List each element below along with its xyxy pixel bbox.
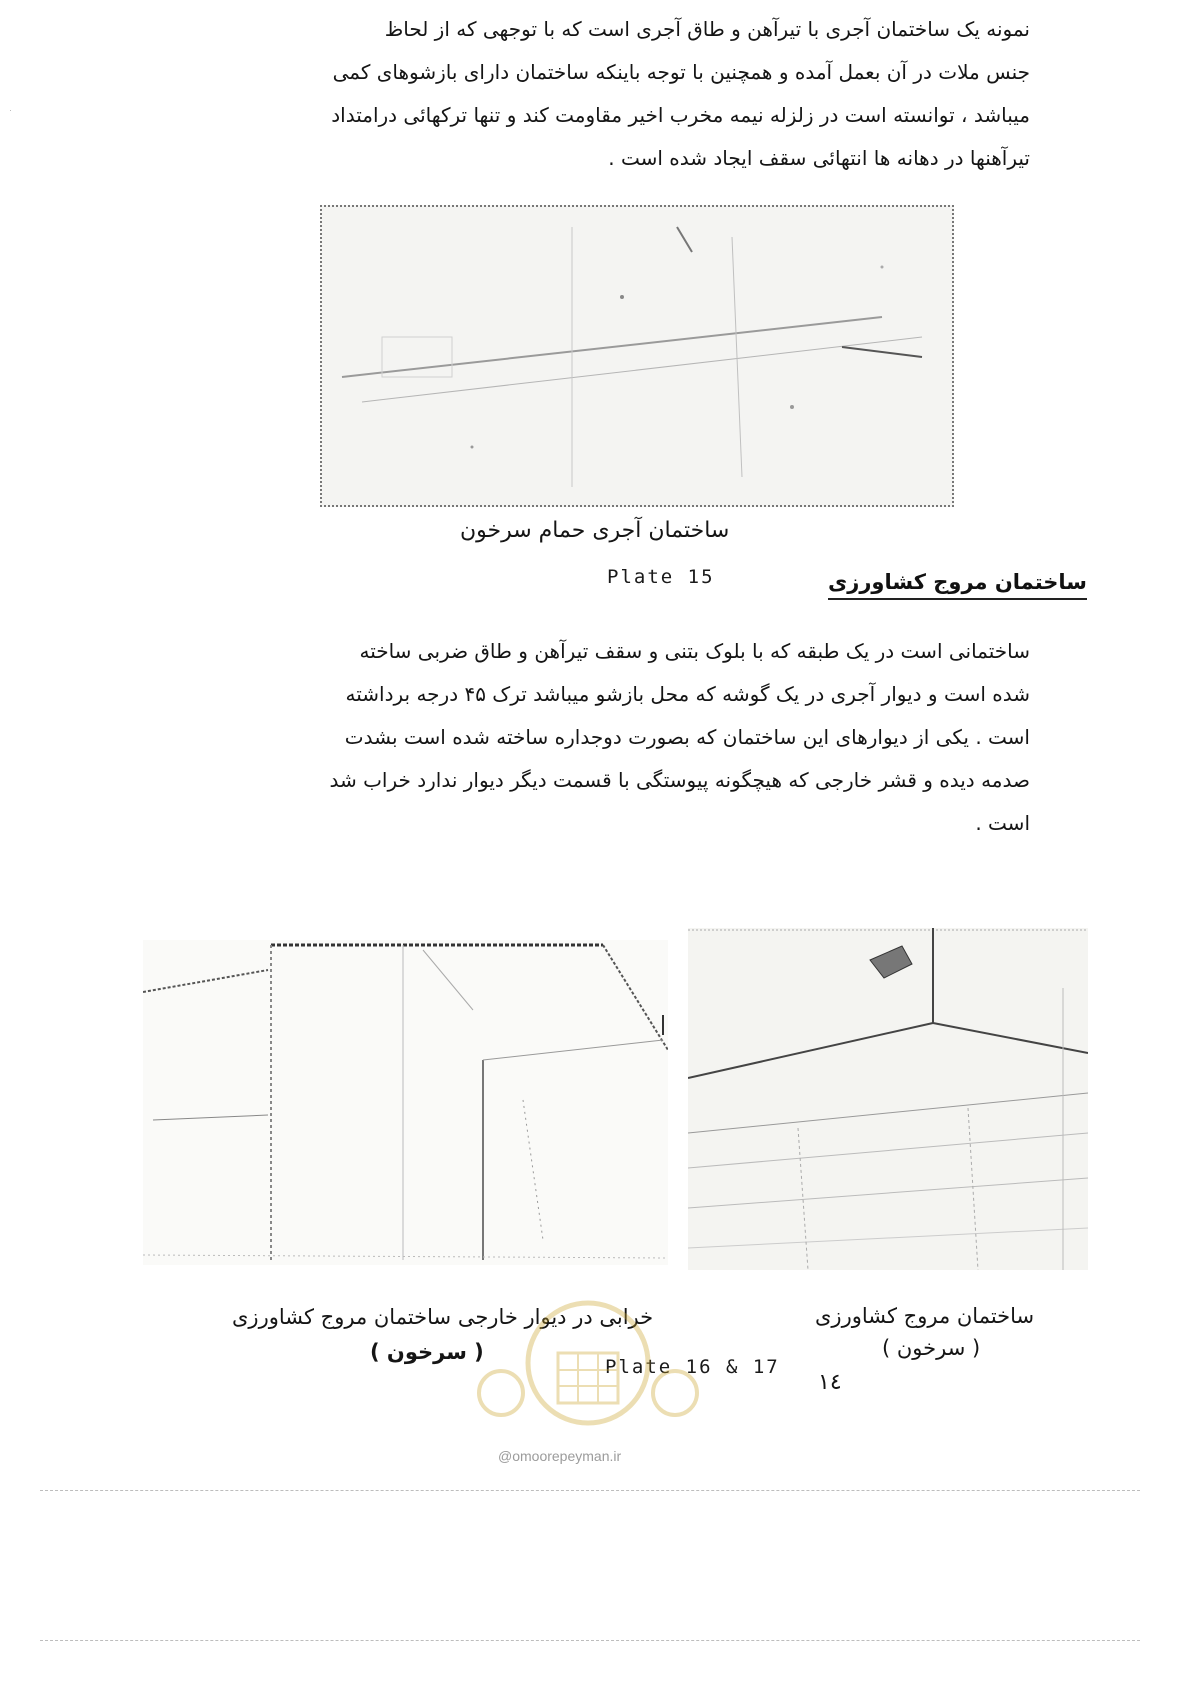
body-line-4: صدمه دیده و قشر خارجی که هیچگونه پیوستگی با قسمت دیگر دیوار ندارد خراب شد — [329, 768, 1030, 792]
plate16-caption-line1: خرابی در دیوار خارجی ساختمان مروج کشاورزی — [232, 1305, 654, 1329]
body-line-5: است . — [975, 811, 1030, 835]
section-heading: ساختمان مروج کشاورزی — [828, 570, 1087, 600]
intro-line-3: میباشد ، توانسته است در زلزله نیمه مخرب اخیر مقاومت کند و تنها ترکهائی درامتداد — [331, 103, 1030, 127]
intro-line-2: جنس ملات در آن بعمل آمده و همچنین با توجه باینکه ساختمان دارای بازشوهای کمی — [332, 60, 1030, 84]
plate16-17-label: Plate 16 & 17 — [605, 1356, 780, 1378]
scan-rule-1 — [40, 1490, 1140, 1491]
body-line-3: است . یکی از دیوارهای این ساختمان که بصورت دوجداره ساخته شده است بشدت — [344, 725, 1030, 749]
body-paragraph — [222, 630, 1030, 845]
plate15-photo-sketch — [322, 207, 952, 505]
plate17-photo-sketch — [688, 928, 1088, 1270]
intro-paragraph — [222, 8, 1030, 180]
margin-mark-left — [10, 110, 11, 111]
plate17-caption-line2: ( سرخون ) — [882, 1336, 981, 1360]
intro-line-4: تیرآهنها در دهانه ها انتهائی سقف ایجاد شده است . — [608, 146, 1030, 170]
body-line-2: شده است و دیوار آجری در یک گوشه که محل بازشو میباشد ترک ۴۵ درجه برداشته — [345, 682, 1030, 706]
plate17-photo — [688, 928, 1088, 1270]
watermark-url: @omoorepeyman.ir — [498, 1448, 622, 1464]
plate15-photo — [320, 205, 954, 507]
plate15-caption: ساختمان آجری حمام سرخون — [460, 518, 730, 543]
plate17-caption-line1: ساختمان مروج کشاورزی — [815, 1304, 1035, 1328]
body-line-1: ساختمانی است در یک طبقه که با بلوک بتنی و سقف تیرآهن و طاق ضربی ساخته — [359, 639, 1030, 663]
plate16-photo — [143, 940, 668, 1265]
page-number: ۱٤ — [818, 1370, 842, 1395]
watermark-logo — [463, 1268, 713, 1448]
plate16-photo-sketch — [143, 940, 668, 1265]
intro-line-1: نمونه یک ساختمان آجری با تیرآهن و طاق آجری است که با توجهی که از لحاظ — [384, 17, 1030, 41]
plate15-label: Plate 15 — [607, 566, 715, 588]
scan-rule-2 — [40, 1640, 1140, 1641]
plate16-caption-line2: ( سرخون ) — [370, 1340, 484, 1364]
